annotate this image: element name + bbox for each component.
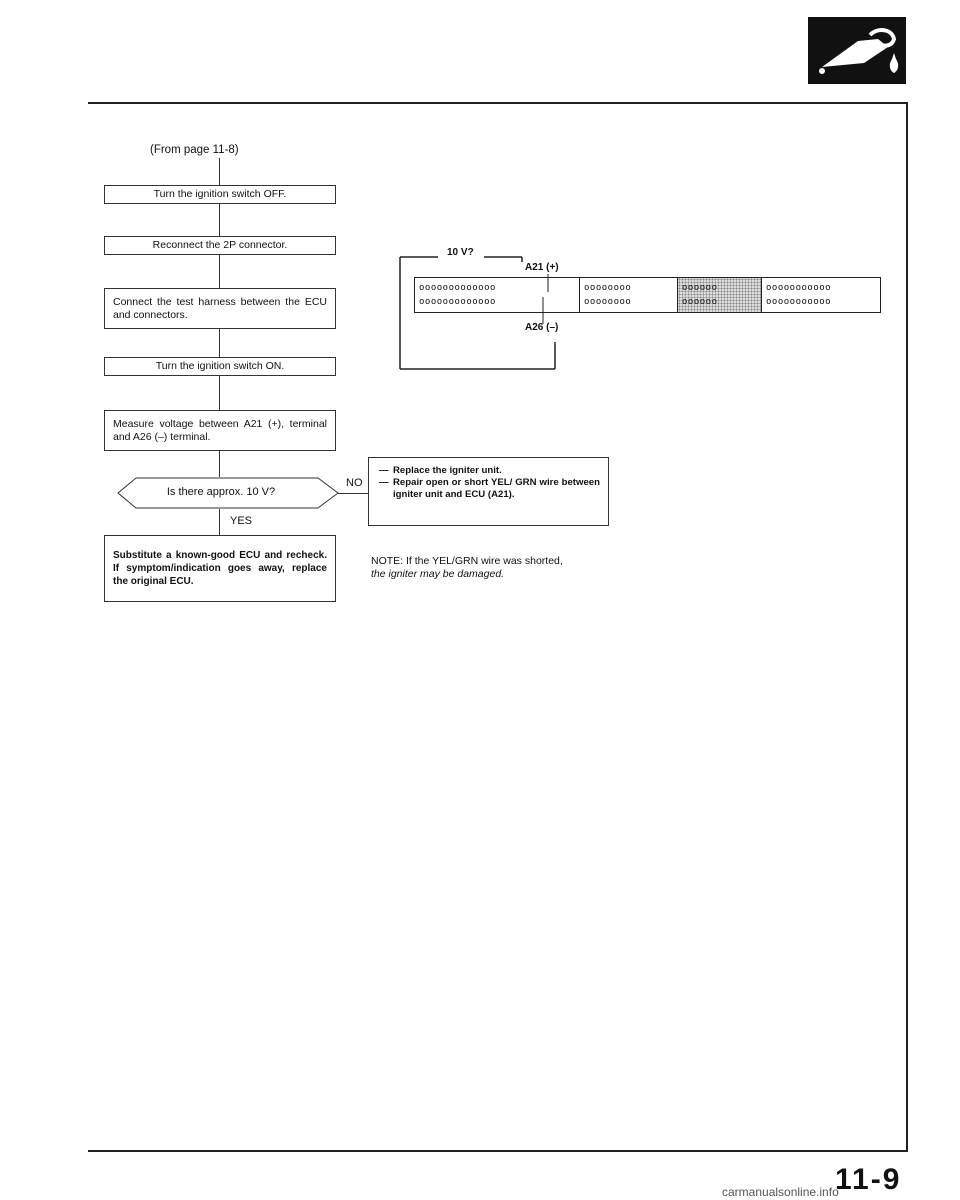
page-right-rule [906,102,908,1152]
flow-line [219,204,220,236]
watermark: carmanualsonline.info [722,1185,839,1199]
flow-line [219,451,220,477]
flow-line [219,255,220,288]
no-branch-line [338,493,368,494]
connector-segment-shaded: oooooo oooooo [678,278,762,312]
page-bottom-rule [88,1150,908,1152]
page-top-rule [88,102,908,104]
result-item: — Replace the igniter unit. [379,465,502,476]
step-ignition-on: Turn the ignition switch ON. [104,357,336,376]
pin-a21-label: A21 (+) [525,262,559,273]
page-number: 11-9 [835,1163,902,1196]
connector-segment: ooooooooooo ooooooooooo [766,283,832,307]
note-text: NOTE: If the YEL/GRN wire was shorted, the igniter may be damaged. [371,555,563,580]
flow-line [219,329,220,357]
flow-line [219,509,220,535]
step-ignition-off: Turn the ignition switch OFF. [104,185,336,204]
decision-question: Is there approx. 10 V? [166,486,276,498]
page-reference: (From page 11-8) [150,144,239,156]
yes-result-box: Substitute a known-good ECU and recheck. If symptom/indication goes away, replace the original ECU. [104,535,336,602]
voltage-question: 10 V? [447,247,474,258]
step-connect-harness: Connect the test harness between the ECU and connectors. [104,288,336,329]
pin-a26-label: A26 (–) [525,322,559,333]
ecu-connector [414,277,881,313]
result-item: — Repair open or short YEL/ GRN wire between igniter unit and ECU (A21). [379,477,600,500]
connector-segment: ooooooooooooo ooooooooooooo [415,278,580,312]
flow-line [219,376,220,410]
no-result-box [368,457,609,526]
connector-segment: oooooooo oooooooo [580,278,678,312]
step-reconnect-2p: Reconnect the 2P connector. [104,236,336,255]
yes-label: YES [230,515,253,527]
flow-line [219,158,220,185]
step-measure-voltage: Measure voltage between A21 (+), terminal and A26 (–) terminal. [104,410,336,451]
section-ignition-icon [808,17,906,84]
no-label: NO [346,477,363,489]
